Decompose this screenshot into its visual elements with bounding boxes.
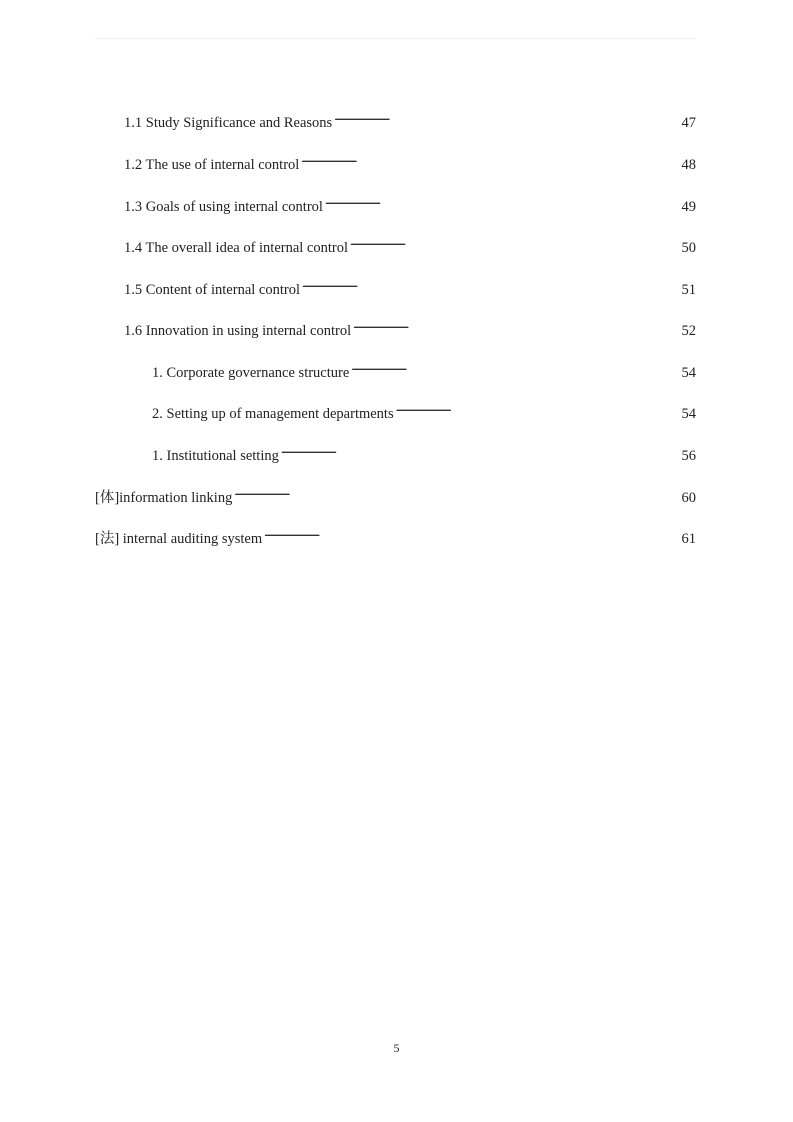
toc-dot-leader <box>302 274 680 294</box>
toc-dot-leader <box>351 357 679 377</box>
toc-entry-title: 1.1 Study Significance and Reasons <box>124 115 333 131</box>
toc-dot-leader <box>234 482 679 502</box>
toc-entry[interactable] <box>152 440 696 464</box>
toc-entry[interactable] <box>124 107 696 131</box>
toc-entry-page: 60 <box>681 490 696 506</box>
toc-entry-title: 2. Setting up of management departments <box>152 406 394 422</box>
toc-entry-page: 61 <box>681 531 696 547</box>
toc-entry-page: 52 <box>681 323 696 339</box>
toc-entry-title: [体]information linking <box>95 490 233 506</box>
toc-entry-page: 56 <box>681 448 696 464</box>
toc-entry-title: 1.6 Innovation in using internal control <box>124 323 352 339</box>
toc-dot-leader <box>334 107 679 127</box>
toc-entry-title: 1.4 The overall idea of internal control <box>124 240 348 256</box>
toc-entry-page: 51 <box>681 282 696 298</box>
toc-entry[interactable] <box>124 232 696 256</box>
toc-entry-title: 1.2 The use of internal control <box>124 157 300 173</box>
toc-entry[interactable] <box>124 149 696 173</box>
toc-entry-page: 47 <box>681 115 696 131</box>
toc-dot-leader <box>264 523 679 543</box>
toc-entry[interactable] <box>124 315 696 339</box>
toc-entry[interactable] <box>124 274 696 298</box>
toc-entry-title: 1. Corporate governance structure <box>152 365 350 381</box>
toc-entry[interactable] <box>124 191 696 215</box>
toc-entry[interactable] <box>152 398 696 422</box>
toc-entry-page: 50 <box>681 240 696 256</box>
toc-entry-page: 49 <box>681 199 696 215</box>
toc-dot-leader <box>325 191 680 211</box>
toc-dot-leader <box>301 149 679 169</box>
toc-entry-page: 54 <box>681 406 696 422</box>
toc-entry-title: [法] internal auditing system <box>95 531 263 547</box>
toc-entry[interactable] <box>95 523 696 547</box>
toc-dot-leader <box>281 440 680 460</box>
header-rule <box>95 38 696 39</box>
toc-entry-page: 54 <box>681 365 696 381</box>
toc-entry[interactable] <box>152 357 696 381</box>
page-number: 5 <box>393 1041 400 1055</box>
toc-dot-leader <box>396 398 680 418</box>
toc-entry-page: 48 <box>681 157 696 173</box>
toc-dot-leader <box>350 232 680 252</box>
toc-entry[interactable] <box>95 482 696 506</box>
toc-entry-title: 1.3 Goals of using internal control <box>124 199 323 215</box>
toc-dot-leader <box>353 315 679 335</box>
toc-entry-title: 1. Institutional setting <box>152 448 279 464</box>
toc-entry-title: 1.5 Content of internal control <box>124 282 300 298</box>
